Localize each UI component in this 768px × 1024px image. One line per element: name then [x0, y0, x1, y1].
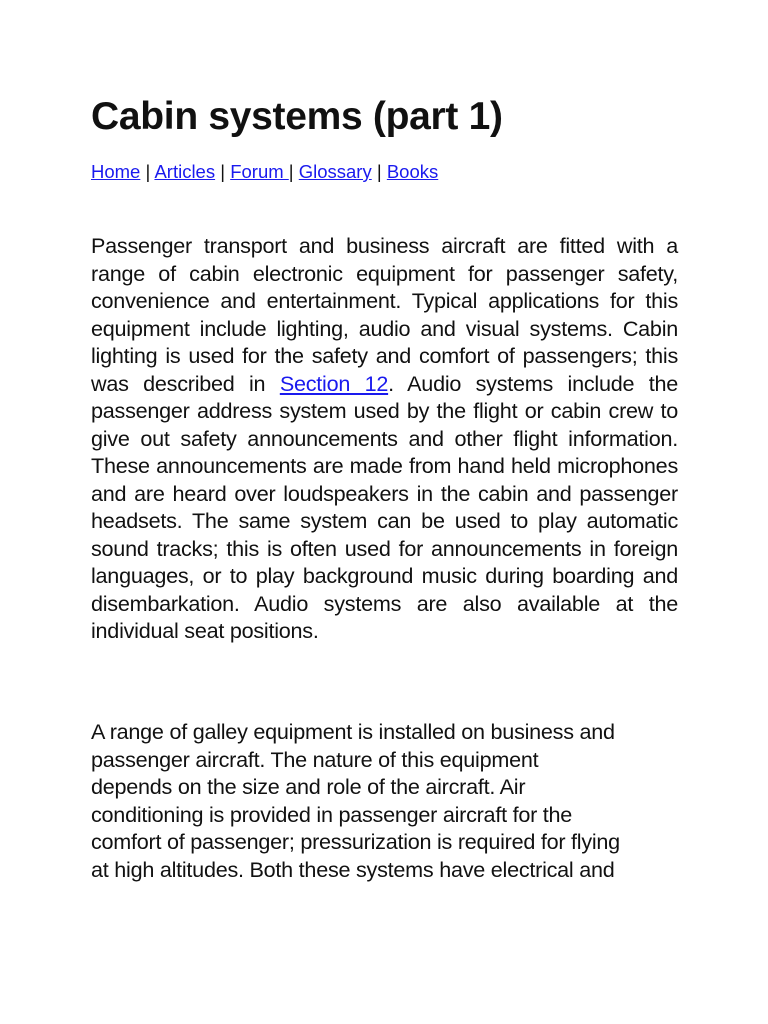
section-12-link[interactable]: Section 12: [279, 370, 389, 396]
paragraph-line: at high altitudes. Both these systems have electrical and: [91, 856, 615, 882]
paragraph-text: . Audio systems include the passenger address system used by the flight or cabin crew to give out safety announcements and other flight information. These announcements are made from hand held microphones and are heard over loudspeakers in the cabin and passenger headsets. The same system can be used to play automatic sound tracks; this is often used for announcements in foreign languages, or to play background music during boarding and disembarkation. Audio systems are also available at the individual seat positions.: [91, 370, 678, 643]
paragraph-line: conditioning is provided in passenger aircraft for the: [91, 801, 573, 827]
page-title: Cabin systems (part 1): [91, 95, 503, 138]
nav-separator: |: [371, 161, 387, 182]
paragraph-galley-equipment: [91, 718, 678, 883]
paragraph-cabin-electronics: [91, 232, 678, 645]
paragraph-line: passenger aircraft. The nature of this equipment: [91, 746, 539, 772]
nav-separator: |: [288, 161, 299, 182]
paragraph-line: A range of galley equipment is installed on business and: [91, 719, 615, 744]
paragraph-line: depends on the size and role of the aircraft. Air: [91, 774, 526, 799]
nav-links: [91, 159, 438, 185]
paragraph-line: comfort of passenger; pressurization is required for flying: [91, 829, 620, 854]
nav-link-articles[interactable]: Articles: [154, 161, 216, 182]
paragraph-text: Passenger transport and business aircraft are fitted with a range of cabin electronic equipment for passenger safety, convenience and entertainment. Typical applications for this equipment include lighting, audio and visual systems. Cabin lighting is used for the safety and comfort of passengers; this was described in: [91, 233, 678, 396]
nav-link-home[interactable]: Home: [91, 161, 141, 182]
nav-link-glossary[interactable]: Glossary: [298, 161, 372, 182]
nav-link-forum[interactable]: Forum: [230, 161, 289, 182]
nav-separator: |: [140, 161, 155, 182]
nav-separator: |: [215, 161, 231, 182]
nav-link-books[interactable]: Books: [386, 161, 439, 182]
